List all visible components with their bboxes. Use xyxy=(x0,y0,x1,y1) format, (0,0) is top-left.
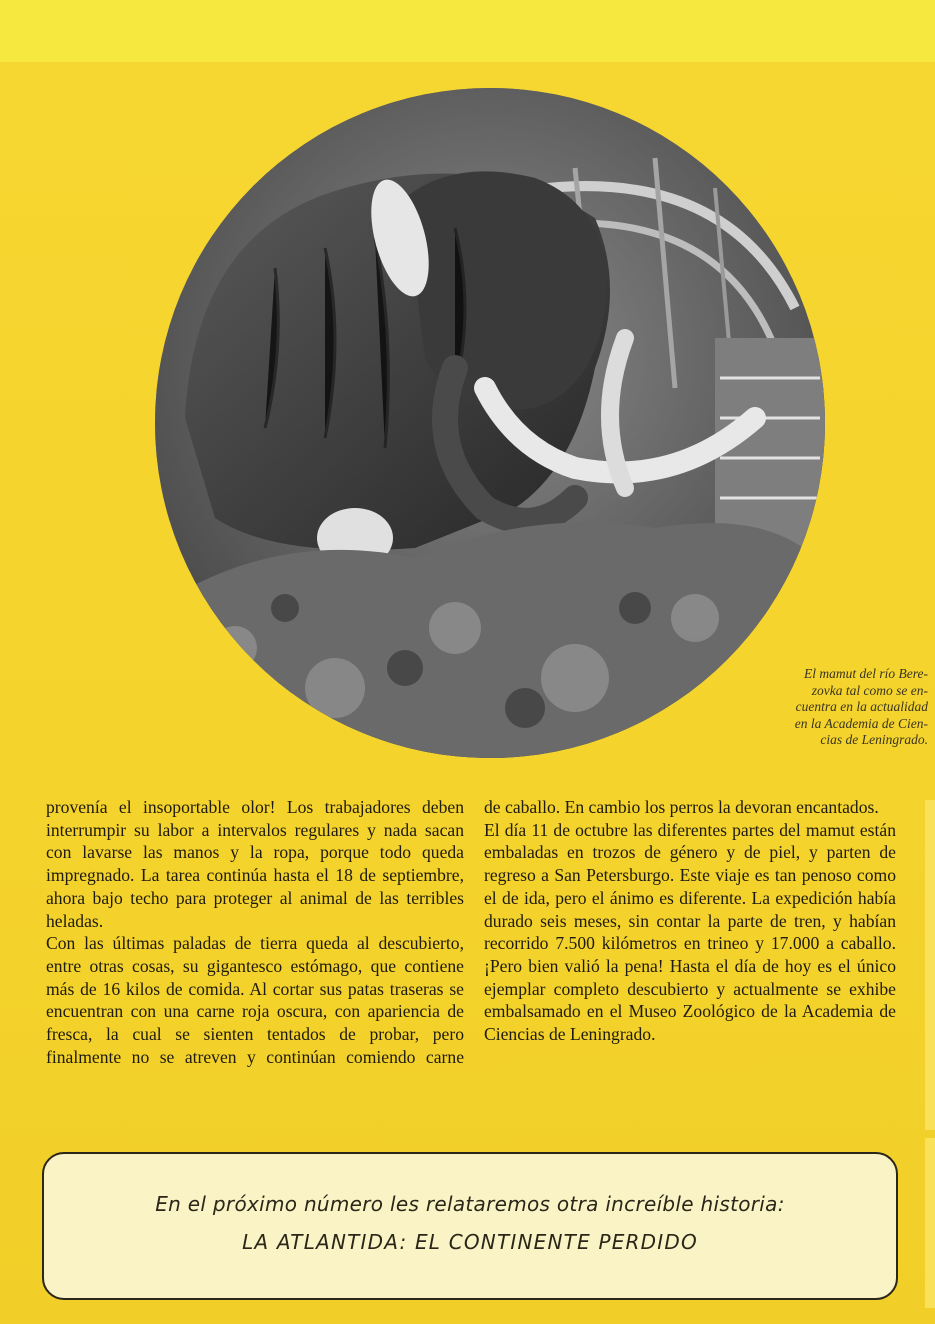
article-column-right xyxy=(484,796,896,1046)
caption-line: zovka tal como se en- xyxy=(811,682,928,698)
top-band xyxy=(0,0,935,62)
caption-line: en la Academia de Cien- xyxy=(794,715,928,731)
article-paragraph: de caballo. En cambio los perros la devoran encantados. xyxy=(484,797,879,817)
next-issue-title: LA ATLANTIDA: EL CONTINENTE PERDIDO xyxy=(242,1230,698,1254)
photo-caption xyxy=(728,666,928,749)
article-paragraph: provenía el insoportable olor! Los trabajadores deben interrumpir su labor a intervalos regulares y nada sacan con lavarse las manos y la ropa, porque todo queda impregnado. La tarea continúa hasta el 18 de septiembre, ahora bajo techo para proteger al animal de las terribles heladas. xyxy=(46,797,464,931)
caption-line: cias de Leningrado. xyxy=(820,732,928,747)
margin-strip xyxy=(925,800,935,1130)
next-issue-box xyxy=(42,1152,898,1300)
margin-strip xyxy=(925,1138,935,1308)
mammoth-photo xyxy=(155,88,825,758)
article-column-left xyxy=(46,796,464,1068)
caption-line: cuentra en la actualidad xyxy=(795,699,928,714)
article-paragraph: Con las últimas paladas de tierra queda al descubierto, entre otras cosas, su gigantesco estómago, que contiene más de 16 kilos de comida. Al cortar sus patas traseras se encuentran con una carne roja oscura, con apariencia de fresca, la cual se sienten tentados de probar, pero finalmente no se atreven y continúan comiendo carne xyxy=(46,933,464,1067)
article-paragraph: El día 11 de octubre las diferentes partes del mamut están embaladas en trozos de género y de piel, y parten de regreso a San Petersburgo. Este viaje es tan penoso como el de ida, pero el ánimo es diferente. La expedición había durado seis meses, sin contar la parte de tren, y habían recorrido 7.500 kilómetros en trineo y 17.000 a caballo. ¡Pero bien valió la pena! Hasta el día de hoy es el único ejemplar completo descubierto y actualmente se exhibe embalsamado en el Museo Zoológico de la Academia de Ciencias de Leningrado. xyxy=(484,819,896,1045)
next-issue-intro: En el próximo número les relataremos otra increíble historia: xyxy=(155,1192,785,1216)
caption-line: El mamut del río Bere- xyxy=(804,666,928,681)
